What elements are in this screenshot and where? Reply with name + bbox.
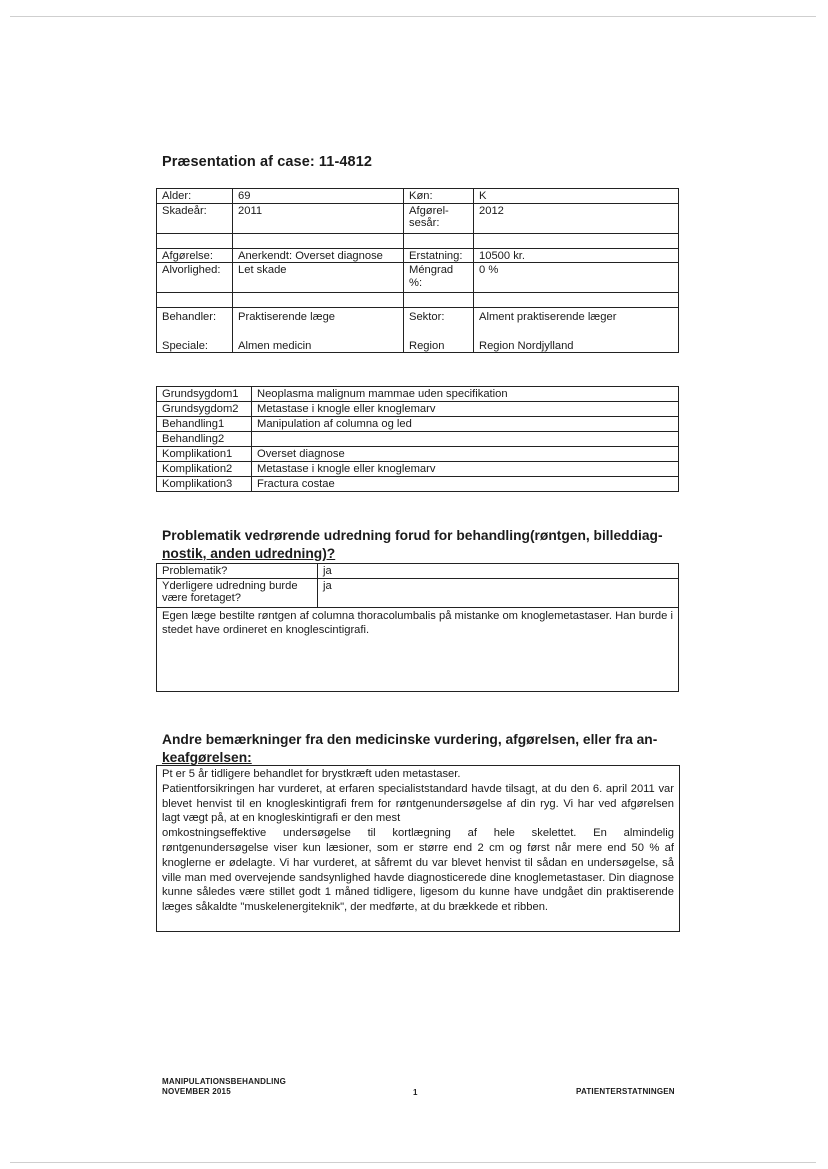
diagnosis-value: Neoplasma malignum mammae uden specifikation: [252, 387, 679, 402]
diagnosis-value: Overset diagnose: [252, 447, 679, 462]
treater-label: Behandler:: [162, 311, 217, 323]
diagnosis-key: Behandling2: [157, 432, 252, 447]
diagnosis-key: Grundsygdom1: [157, 387, 252, 402]
remarks-section-heading: [162, 731, 674, 767]
treater-specialty-values: [233, 308, 404, 353]
table-row: [157, 248, 679, 263]
table-row: [157, 578, 679, 607]
top-border: [10, 16, 816, 17]
compensation-label: Erstatning:: [404, 248, 474, 263]
bottom-border: [10, 1162, 816, 1163]
region-label: Region: [409, 339, 445, 352]
table-row: [157, 308, 679, 353]
footer-document-name: MANIPULATIONSBEHANDLING: [162, 1077, 287, 1086]
page-number: 1: [413, 1088, 418, 1097]
table-row: [157, 477, 679, 492]
treater-value: Praktiserende læge: [238, 311, 336, 323]
further-investigation-question: Yderligere udredning burde være foretaget?: [157, 578, 318, 607]
footer-organization: PATIENTERSTATNINGEN: [576, 1087, 675, 1096]
table-row: [157, 417, 679, 432]
diagnosis-value: [252, 432, 679, 447]
table-row: [157, 402, 679, 417]
injury-year-value: 2011: [233, 203, 404, 233]
diagnosis-table: [156, 386, 679, 492]
problem-question: Problematik?: [157, 564, 318, 579]
age-value: 69: [233, 189, 404, 204]
degree-value: 0 %: [474, 263, 679, 293]
diagnosis-value: Metastase i knogle eller knoglemarv: [252, 462, 679, 477]
table-row: [157, 263, 679, 293]
diagnosis-key: Grundsygdom2: [157, 402, 252, 417]
problem-heading-line1: Problematik vedrørende udredning forud for behandling(røntgen, billeddiag-: [162, 528, 663, 543]
diagnosis-value: Metastase i knogle eller knoglemarv: [252, 402, 679, 417]
table-row-empty: [157, 293, 679, 308]
diagnosis-key: Komplikation3: [157, 477, 252, 492]
page-title: Præsentation af case: 11-4812: [162, 154, 373, 170]
problem-table: [156, 563, 679, 692]
decision-year-label: Afgørel-sesår:: [404, 203, 474, 233]
table-row-empty: [157, 233, 679, 248]
age-label: Alder:: [157, 189, 233, 204]
remarks-box: [156, 765, 680, 932]
decision-label: Afgørelse:: [157, 248, 233, 263]
treater-specialty-labels: [157, 308, 233, 353]
remarks-line: Pt er 5 år tidligere behandlet for brystkræft uden metastaser.: [162, 768, 461, 780]
remarks-heading-line1: Andre bemærkninger fra den medicinske vurdering, afgørelsen, eller fra an-: [162, 732, 658, 747]
sector-region-values: [474, 308, 679, 353]
case-info-table: [156, 188, 679, 353]
diagnosis-key: Komplikation1: [157, 447, 252, 462]
diagnosis-value: Manipulation af columna og led: [252, 417, 679, 432]
table-row: [157, 447, 679, 462]
footer-date: NOVEMBER 2015: [162, 1087, 231, 1096]
diagnosis-value: Fractura costae: [252, 477, 679, 492]
compensation-value: 10500 kr.: [474, 248, 679, 263]
sex-label: Køn:: [404, 189, 474, 204]
decision-value: Anerkendt: Overset diagnose: [233, 248, 404, 263]
decision-year-value: 2012: [474, 203, 679, 233]
problem-heading-line2: nostik, anden udredning)?: [162, 546, 336, 561]
remarks-paragraph: Patientforsikringen har vurderet, at erfaren specialiststandard havde tilsagt, at du den 6. april 2011 var blevet henvist til en knogleskintigrafi frem for røntgenundersøgelse af din ryg. Vi har ved afgørelsen lagt vægt på, at en knogleskintigrafi er den mest: [162, 782, 674, 825]
sector-region-labels: [404, 308, 474, 353]
specialty-value: Almen medicin: [238, 339, 312, 352]
problem-section-heading: [162, 527, 674, 563]
injury-year-label: Skadeår:: [157, 203, 233, 233]
sector-label: Sektor:: [409, 311, 445, 323]
sex-value: K: [474, 189, 679, 204]
further-investigation-answer: ja: [318, 578, 679, 607]
sector-value: Alment praktiserende læger: [479, 311, 617, 323]
severity-label: Alvorlighed:: [157, 263, 233, 293]
diagnosis-key: Behandling1: [157, 417, 252, 432]
specialty-label: Speciale:: [162, 339, 209, 352]
table-row: [157, 203, 679, 233]
table-row: [157, 189, 679, 204]
problem-description: Egen læge bestilte røntgen af columna thoracolumbalis på mistanke om knoglemetastaser. Han burde i stedet have ordineret en knoglescintigrafi.: [157, 607, 679, 691]
remarks-paragraph: omkostningseffektive undersøgelse til kortlægning af hele skelettet. En almindelig røntgenundersøgelse viser kun læsioner, som er større end 2 cm og først når mere end 50 % af knoglerne er ødelagte. Vi har vurderet, at såfremt du var blevet henvist til sådan en undersøgelse, så ville man med overvejende sandsynlighed havde diagnosticerede dine knoglemetastaser. Din diagnose kunne således være stillet godt 1 måned tidligere, ligesom du kunne have undgået din praktiserende læges såkaldte "muskelenergiteknik", der medførte, at du brækkede et ribben.: [162, 827, 674, 914]
region-value: Region Nordjylland: [479, 339, 574, 352]
table-row: [157, 462, 679, 477]
table-row: [157, 607, 679, 691]
degree-label: Méngrad %:: [404, 263, 474, 293]
diagnosis-key: Komplikation2: [157, 462, 252, 477]
table-row: [157, 387, 679, 402]
table-row: [157, 564, 679, 579]
remarks-heading-line2: keafgørelsen:: [162, 750, 252, 765]
table-row: [157, 432, 679, 447]
footer-left: [162, 1077, 286, 1097]
problem-answer: ja: [318, 564, 679, 579]
severity-value: Let skade: [233, 263, 404, 293]
